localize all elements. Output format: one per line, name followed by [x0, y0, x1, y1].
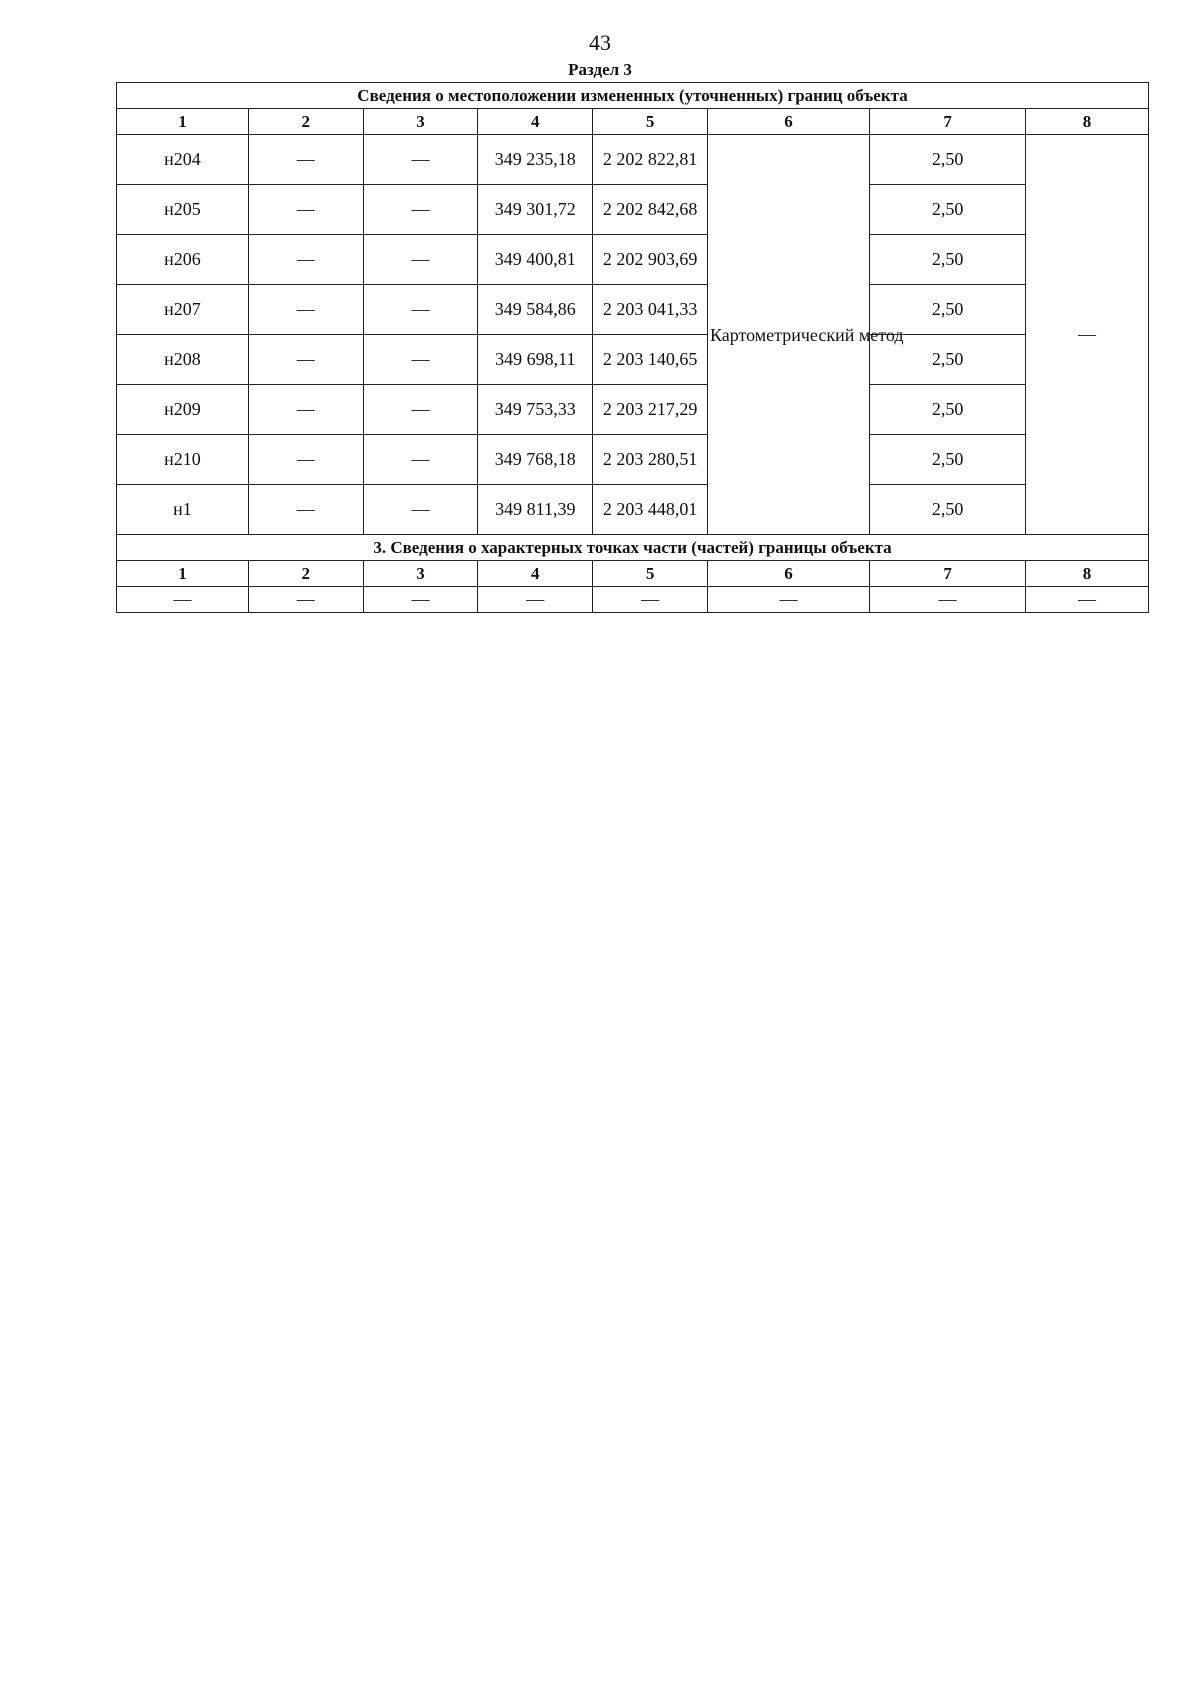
cell-dash: — — [707, 587, 869, 613]
point-name: н1 — [117, 485, 249, 535]
column-header: 7 — [870, 561, 1026, 587]
col8-cell: — — [1026, 135, 1149, 535]
coord-y: 2 202 903,69 — [593, 235, 708, 285]
coord-y: 2 203 217,29 — [593, 385, 708, 435]
coord-y: 2 203 041,33 — [593, 285, 708, 335]
accuracy-value: 2,50 — [870, 235, 1026, 285]
column-header: 8 — [1026, 561, 1149, 587]
coord-x: 349 400,81 — [478, 235, 593, 285]
point-name: н204 — [117, 135, 249, 185]
column-header: 3 — [363, 109, 478, 135]
column-header: 2 — [248, 109, 363, 135]
accuracy-value: 2,50 — [870, 185, 1026, 235]
coord-y: 2 203 140,65 — [593, 335, 708, 385]
table-row — [117, 135, 1149, 185]
coord-y: 2 203 448,01 — [593, 485, 708, 535]
table1-caption: Сведения о местоположении измененных (уточненных) границ объекта — [117, 83, 1149, 109]
cell-dash: — — [363, 285, 478, 335]
column-header: 4 — [478, 561, 593, 587]
column-header: 8 — [1026, 109, 1149, 135]
coord-x: 349 698,11 — [478, 335, 593, 385]
accuracy-value: 2,50 — [870, 135, 1026, 185]
coord-y: 2 202 822,81 — [593, 135, 708, 185]
table-row — [117, 335, 1149, 385]
table-row — [117, 587, 1149, 613]
cell-dash: — — [363, 135, 478, 185]
table2-caption-row — [117, 535, 1149, 561]
column-header: 1 — [117, 109, 249, 135]
coord-x: 349 753,33 — [478, 385, 593, 435]
boundary-table — [116, 82, 1149, 613]
cell-dash: — — [363, 435, 478, 485]
column-header: 6 — [707, 109, 869, 135]
accuracy-value: 2,50 — [870, 485, 1026, 535]
cell-dash: — — [363, 185, 478, 235]
cell-dash: — — [248, 335, 363, 385]
cell-dash: — — [248, 135, 363, 185]
coord-y: 2 203 280,51 — [593, 435, 708, 485]
page-number: 43 — [589, 30, 611, 55]
column-header: 7 — [870, 109, 1026, 135]
table1-caption-row — [117, 83, 1149, 109]
table-row — [117, 185, 1149, 235]
point-name: н207 — [117, 285, 249, 335]
column-header: 6 — [707, 561, 869, 587]
column-header: 5 — [593, 561, 708, 587]
cell-dash: — — [593, 587, 708, 613]
cell-dash: — — [248, 285, 363, 335]
table-row — [117, 435, 1149, 485]
accuracy-value: 2,50 — [870, 435, 1026, 485]
accuracy-value: 2,50 — [870, 335, 1026, 385]
cell-dash: — — [1026, 587, 1149, 613]
coord-x: 349 235,18 — [478, 135, 593, 185]
column-header: 2 — [248, 561, 363, 587]
method-cell: Картометрический метод — [707, 135, 869, 535]
cell-dash: — — [363, 587, 478, 613]
coord-x: 349 301,72 — [478, 185, 593, 235]
column-header: 1 — [117, 561, 249, 587]
section-title: Раздел 3 — [568, 60, 632, 79]
coord-x: 349 584,86 — [478, 285, 593, 335]
table-row — [117, 385, 1149, 435]
cell-dash: — — [363, 235, 478, 285]
table2-caption: 3. Сведения о характерных точках части (частей) границы объекта — [117, 535, 1149, 561]
cell-dash: — — [870, 587, 1026, 613]
table-row — [117, 235, 1149, 285]
point-name: н210 — [117, 435, 249, 485]
cell-dash: — — [248, 485, 363, 535]
point-name: н205 — [117, 185, 249, 235]
table1-header-row — [117, 109, 1149, 135]
accuracy-value: 2,50 — [870, 285, 1026, 335]
coord-y: 2 202 842,68 — [593, 185, 708, 235]
point-name: н206 — [117, 235, 249, 285]
cell-dash: — — [363, 485, 478, 535]
column-header: 5 — [593, 109, 708, 135]
cell-dash: — — [363, 385, 478, 435]
point-name: н208 — [117, 335, 249, 385]
coord-x: 349 811,39 — [478, 485, 593, 535]
column-header: 3 — [363, 561, 478, 587]
cell-dash: — — [248, 587, 363, 613]
cell-dash: — — [478, 587, 593, 613]
table2-header-row — [117, 561, 1149, 587]
point-name: н209 — [117, 385, 249, 435]
accuracy-value: 2,50 — [870, 385, 1026, 435]
table-row — [117, 285, 1149, 335]
table-row — [117, 485, 1149, 535]
coord-x: 349 768,18 — [478, 435, 593, 485]
cell-dash: — — [248, 235, 363, 285]
cell-dash: — — [248, 385, 363, 435]
cell-dash: — — [363, 335, 478, 385]
column-header: 4 — [478, 109, 593, 135]
cell-dash: — — [248, 435, 363, 485]
cell-dash: — — [248, 185, 363, 235]
cell-dash: — — [117, 587, 249, 613]
